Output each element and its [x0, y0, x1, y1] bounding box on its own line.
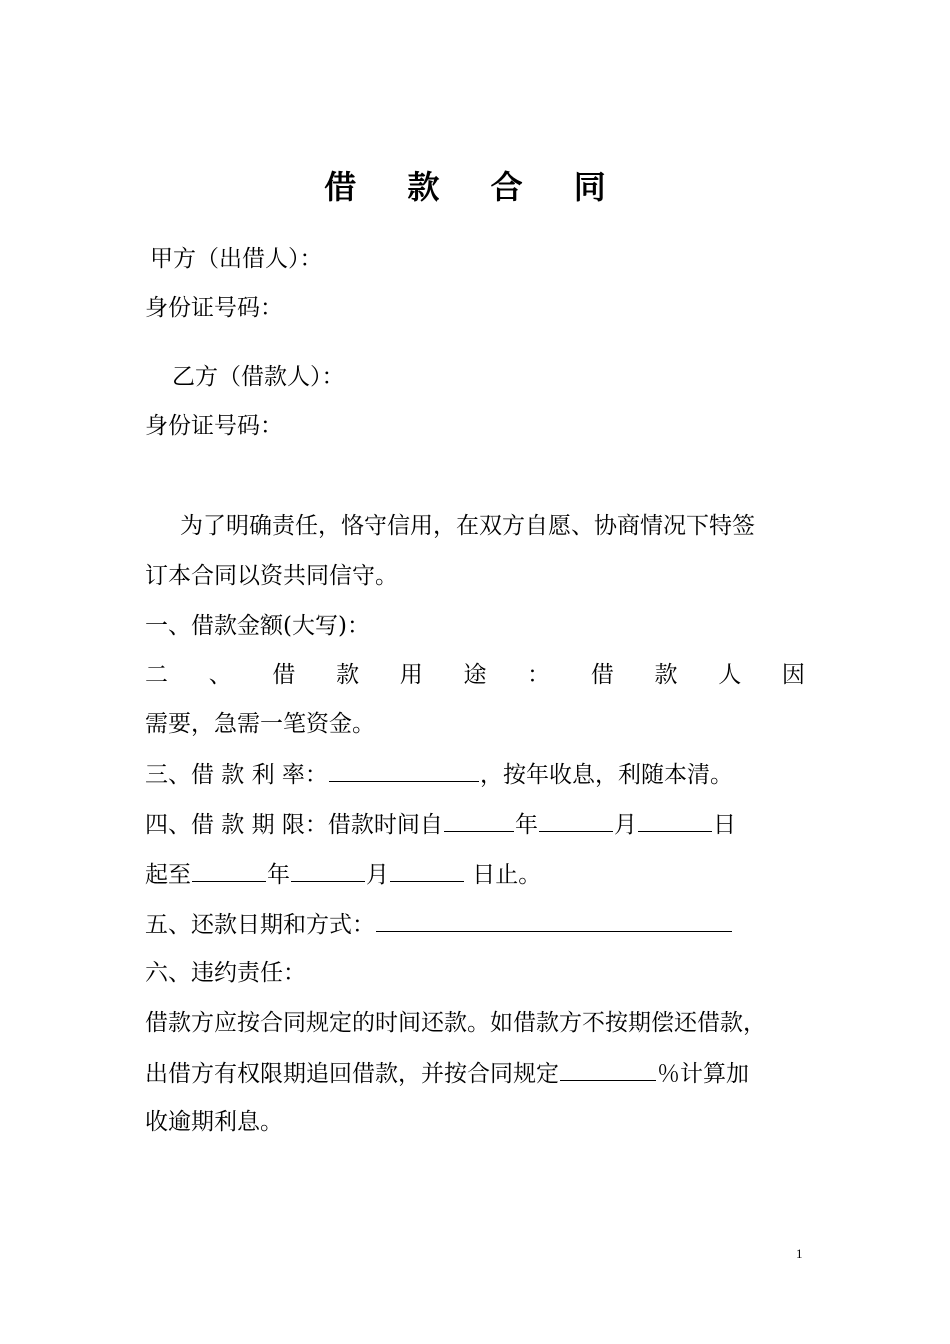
clause-4-term-line-2: [145, 859, 541, 890]
clause-2-char: 用: [399, 662, 423, 688]
clause-1-loan-amount: 一、借款金额(大写)：: [145, 613, 370, 639]
month-label: 月: [613, 812, 637, 838]
party-b-label: 乙方（借款人）：: [172, 364, 345, 390]
clause-2-line-2: 需要，急需一笔资金。: [145, 711, 375, 737]
clause-6-line-3: 收逾期利息。: [145, 1109, 283, 1135]
clause-2-char: 因: [781, 662, 805, 688]
clause-4-term-line-1: [145, 809, 736, 840]
end-year-blank: [192, 859, 266, 882]
page-number: 1: [796, 1246, 803, 1261]
clause-2-char: 借: [590, 662, 614, 688]
clause-2-char: 人: [718, 662, 742, 688]
preamble-line-2: 订本合同以资共同信守。: [145, 563, 398, 589]
clause-5-repayment: [145, 909, 733, 940]
clause-2-char: ：: [527, 662, 551, 688]
clause-3-prefix: 三、借 款 利 率：: [145, 762, 328, 788]
clause-2-line-1: [145, 660, 805, 690]
clause-2-char: 款: [654, 662, 678, 688]
clause-2-char: 、: [208, 662, 232, 688]
clause-3-suffix: ，按年收息，利随本清。: [479, 762, 733, 788]
party-b-id-label: 身份证号码：: [145, 413, 283, 439]
document-title: 借 款 合 同: [324, 168, 626, 206]
clause-2-char: 款: [336, 662, 360, 688]
preamble-line-1: 为了明确责任，恪守信用，在双方自愿、协商情况下特签: [180, 513, 755, 539]
start-day-blank: [638, 809, 712, 832]
clause-6-breach: 六、违约责任：: [145, 960, 306, 986]
clause-5-label: 五、还款日期和方式：: [145, 912, 375, 938]
clause-3-interest-rate: [145, 759, 733, 790]
clause-6-line-1: 借款方应按合同规定的时间还款。如借款方不按期偿还借款，: [145, 1010, 766, 1036]
day-label: 日: [712, 812, 736, 838]
clause-6-line-2-prefix: 出借方有权限期追回借款，并按合同规定: [145, 1061, 559, 1087]
clause-4-prefix: 四、借 款 期 限：借款时间自: [145, 812, 443, 838]
clause-2-char: 途: [463, 662, 487, 688]
start-year-blank: [444, 809, 514, 832]
penalty-rate-blank: [560, 1058, 656, 1081]
party-a-label: 甲方（出借人）：: [150, 246, 323, 272]
repayment-blank: [376, 909, 732, 932]
clause-2-char: 二: [145, 662, 168, 688]
party-a-id-label: 身份证号码：: [145, 295, 283, 321]
clause-4-line-2-prefix: 起至: [145, 862, 191, 888]
month-label: 月: [366, 862, 389, 888]
clause-6-line-2-suffix: ％计算加: [657, 1061, 749, 1087]
clause-4-line-2-suffix: 日止。: [465, 862, 542, 888]
interest-rate-blank: [329, 759, 479, 782]
end-day-blank: [390, 859, 464, 882]
clause-2-char: 借: [272, 662, 296, 688]
year-label: 年: [514, 812, 538, 838]
start-month-blank: [539, 809, 613, 832]
clause-6-line-2: [145, 1058, 749, 1089]
year-label: 年: [267, 862, 290, 888]
end-month-blank: [291, 859, 365, 882]
